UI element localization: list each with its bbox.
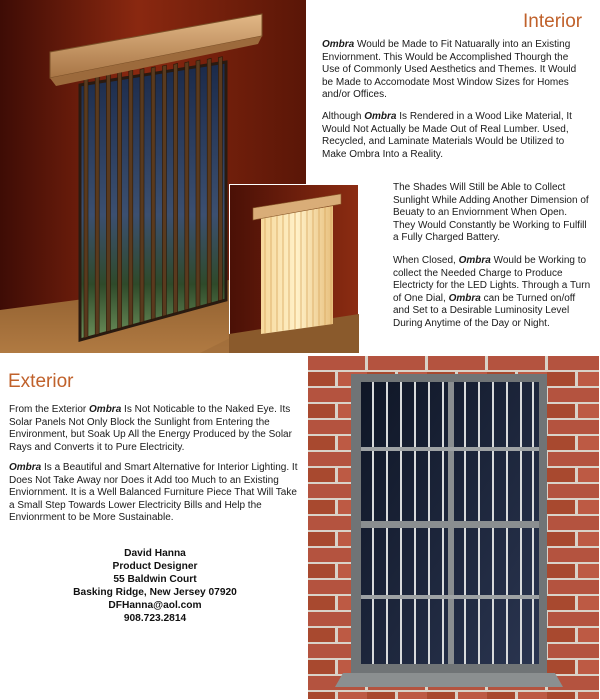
shade-slat	[140, 69, 144, 323]
exterior-paragraph-2: Ombra Is a Beautiful and Smart Alternative for Interior Lighting. It Does Not Take Away nor Does it Add too Much to an Existing Enviornment. It is a Well Balanced Furniture Piece That Will Take a Small Step Towards Lower Electricity Bills and Help the Envionrment to be More Sustainable.	[9, 462, 298, 524]
designer-name: David Hanna	[124, 548, 186, 559]
shade-slat	[84, 77, 88, 338]
interior-paragraph-4: When Closed, Ombra Would be Working to collect the Needed Charge to Produce Electricty for the LED Lights. Through a Turn of One Dial, Ombra can be Turned on/off and Set to a Desirable Luminosity Level During Anytime of the Day or Night.	[393, 255, 591, 329]
contact-block	[20, 547, 290, 625]
interior-heading: Interior	[523, 11, 583, 32]
shade-slat	[207, 58, 211, 304]
shade-slat	[218, 57, 222, 301]
shade-slat	[106, 74, 110, 332]
shade-slat	[151, 67, 155, 320]
brand-name: Ombra	[89, 404, 122, 415]
designer-title: Product Designer	[112, 561, 198, 572]
shade-slat	[95, 75, 99, 335]
shade-slat	[185, 62, 189, 310]
exterior-window-render	[307, 355, 600, 700]
brand-name: Ombra	[9, 462, 42, 473]
interior-shade-closed-render	[229, 184, 359, 353]
brand-name: Ombra	[448, 292, 481, 304]
shade-slat	[174, 63, 178, 313]
interior-paragraph-3: The Shades Will Still be Able to Collect Sunlight While Adding Another Dimension of Beuaty to an Enviornment When Open. They Would Constantly be Working to Fulfill a Fully Charged Battery.	[393, 182, 589, 244]
shade-slat	[196, 60, 200, 307]
brand-name: Ombra	[322, 39, 355, 50]
shade-slat	[129, 70, 133, 325]
city-address: Basking Ridge, New Jersey 07920	[73, 587, 237, 598]
shade-slat	[118, 72, 122, 329]
phone-number: 908.723.2814	[123, 613, 187, 624]
brand-name: Ombra	[458, 255, 491, 266]
exterior-paragraph-1: From the Exterior Ombra Is Not Noticable to the Naked Eye. Its Solar Panels Not Only Block the Sunlight from Entering the Environment, but Soak Up All the Energy Produced by the Solar Rays and Converts it to Pure Electricity.	[9, 404, 292, 453]
brand-name: Ombra	[364, 111, 397, 122]
interior-paragraph-1: Ombra Would be Made to Fit Natuarally into an Existing Enviornment. This Would be Accomplished Thourgh the Use of Commonly Used Aesthetics and Themes. It Would be Made to Accomodate Most Window Sizes for Homes and/or Offices.	[322, 39, 577, 101]
email-address: DFHanna@aol.com	[108, 600, 202, 611]
street-address: 55 Baldwin Court	[113, 574, 197, 585]
exterior-heading: Exterior	[8, 371, 74, 392]
shade-slat	[162, 65, 166, 316]
interior-paragraph-2: Although Ombra Is Rendered in a Wood Like Material, It Would Not Actually be Made Out of Real Lumber. Used, Recycled, and Laminate Materials Would be Utilized to Make Ombra Into a Reality.	[322, 111, 572, 160]
